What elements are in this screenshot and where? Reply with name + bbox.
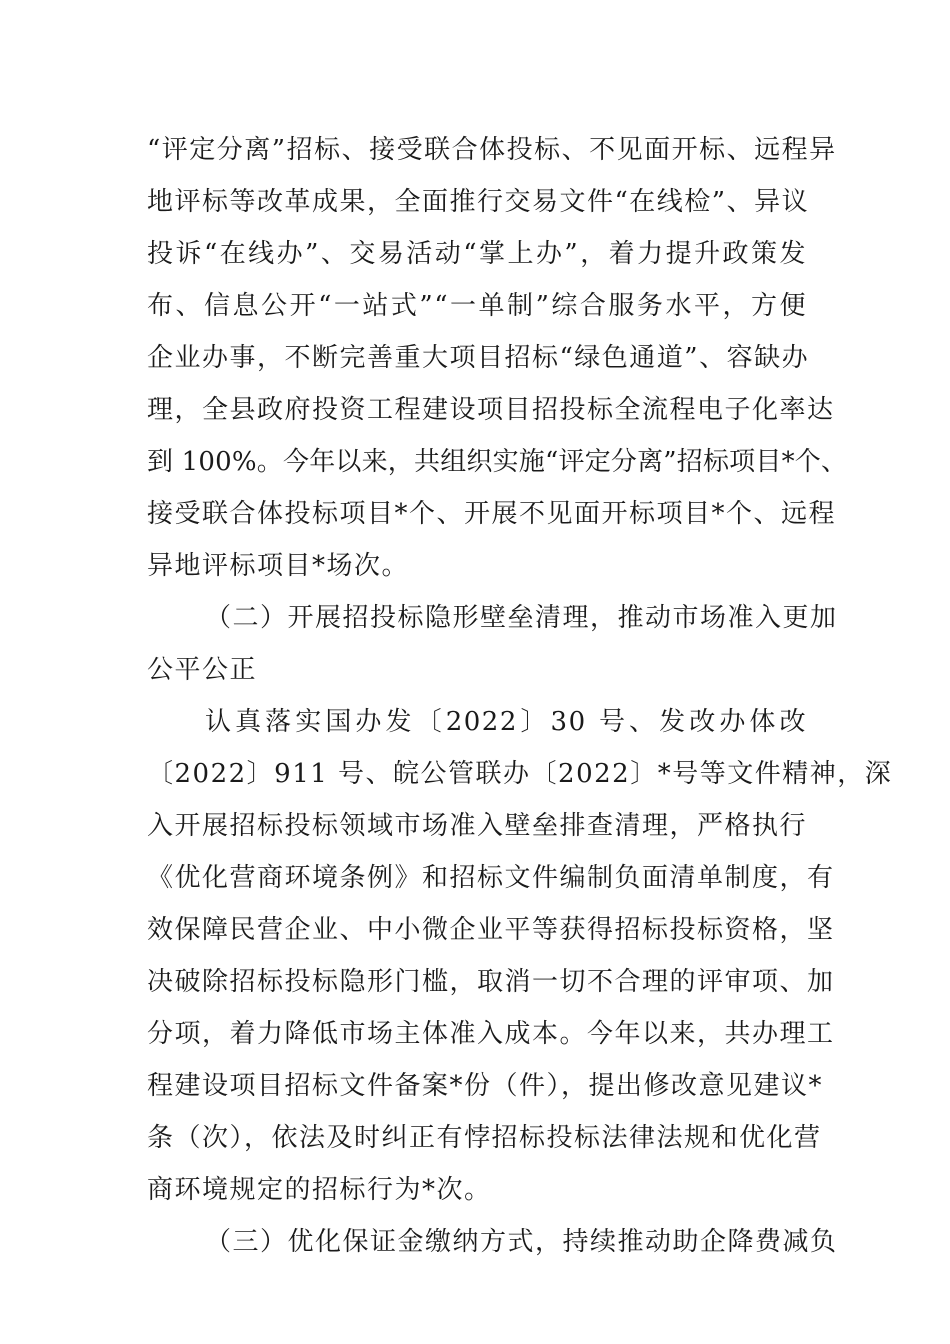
section-heading-3: （三）优化保证金缴纳方式，持续推动助企降费减负 [205,1227,838,1257]
body-text-line: “评定分离”招标、接受联合体投标、不见面开标、远程异 [147,135,837,165]
body-text-line: 入开展招标投标领域市场准入壁垒排查清理，严格执行 [147,811,808,841]
section-heading-2: （二）开展招投标隐形壁垒清理，推动市场准入更加 [205,603,838,633]
body-text-line: 到 100%。今年以来，共组织实施“评定分离”招标项目*个、 [147,447,848,477]
body-text-line: 决破除招标投标隐形门槛，取消一切不合理的评审项、加 [147,967,835,997]
section-heading-2-cont: 公平公正 [147,655,258,685]
body-text-line: 投诉“在线办”、交易活动“掌上办”，着力提升政策发 [147,239,807,269]
body-text-line: 企业办事，不断完善重大项目招标“绿色通道”、容缺办 [147,343,810,373]
body-text-line: 布、信息公开“一站式”“一单制”综合服务水平，方便 [147,291,807,321]
body-text-line: 异地评标项目*场次。 [147,551,410,581]
body-text-line: 分项，着力降低市场主体准入成本。今年以来，共办理工 [147,1019,835,1049]
body-text-line: 理，全县政府投资工程建设项目招投标全流程电子化率达 [147,395,835,425]
body-text-line: 商环境规定的招标行为*次。 [147,1175,492,1205]
body-text-line: 《优化营商环境条例》和招标文件编制负面清单制度，有 [147,863,835,893]
body-text-line: 接受联合体投标项目*个、开展不见面开标项目*个、远程 [147,499,837,529]
body-text-line: 条（次），依法及时纠正有悖招标投标法律法规和优化营 [147,1123,822,1153]
body-text-line: 〔2022〕911 号、皖公管联办〔2022〕*号等文件精神，深 [147,759,893,789]
body-text-line: 效保障民营企业、中小微企业平等获得招标投标资格，坚 [147,915,835,945]
body-text-line: 程建设项目招标文件备案*份（件），提出修改意见建议* [147,1071,824,1101]
body-text-line: 认真落实国办发〔2022〕30 号、发改办体改 [205,707,807,737]
body-text-line: 地评标等改革成果，全面推行交易文件“在线检”、异议 [147,187,810,217]
